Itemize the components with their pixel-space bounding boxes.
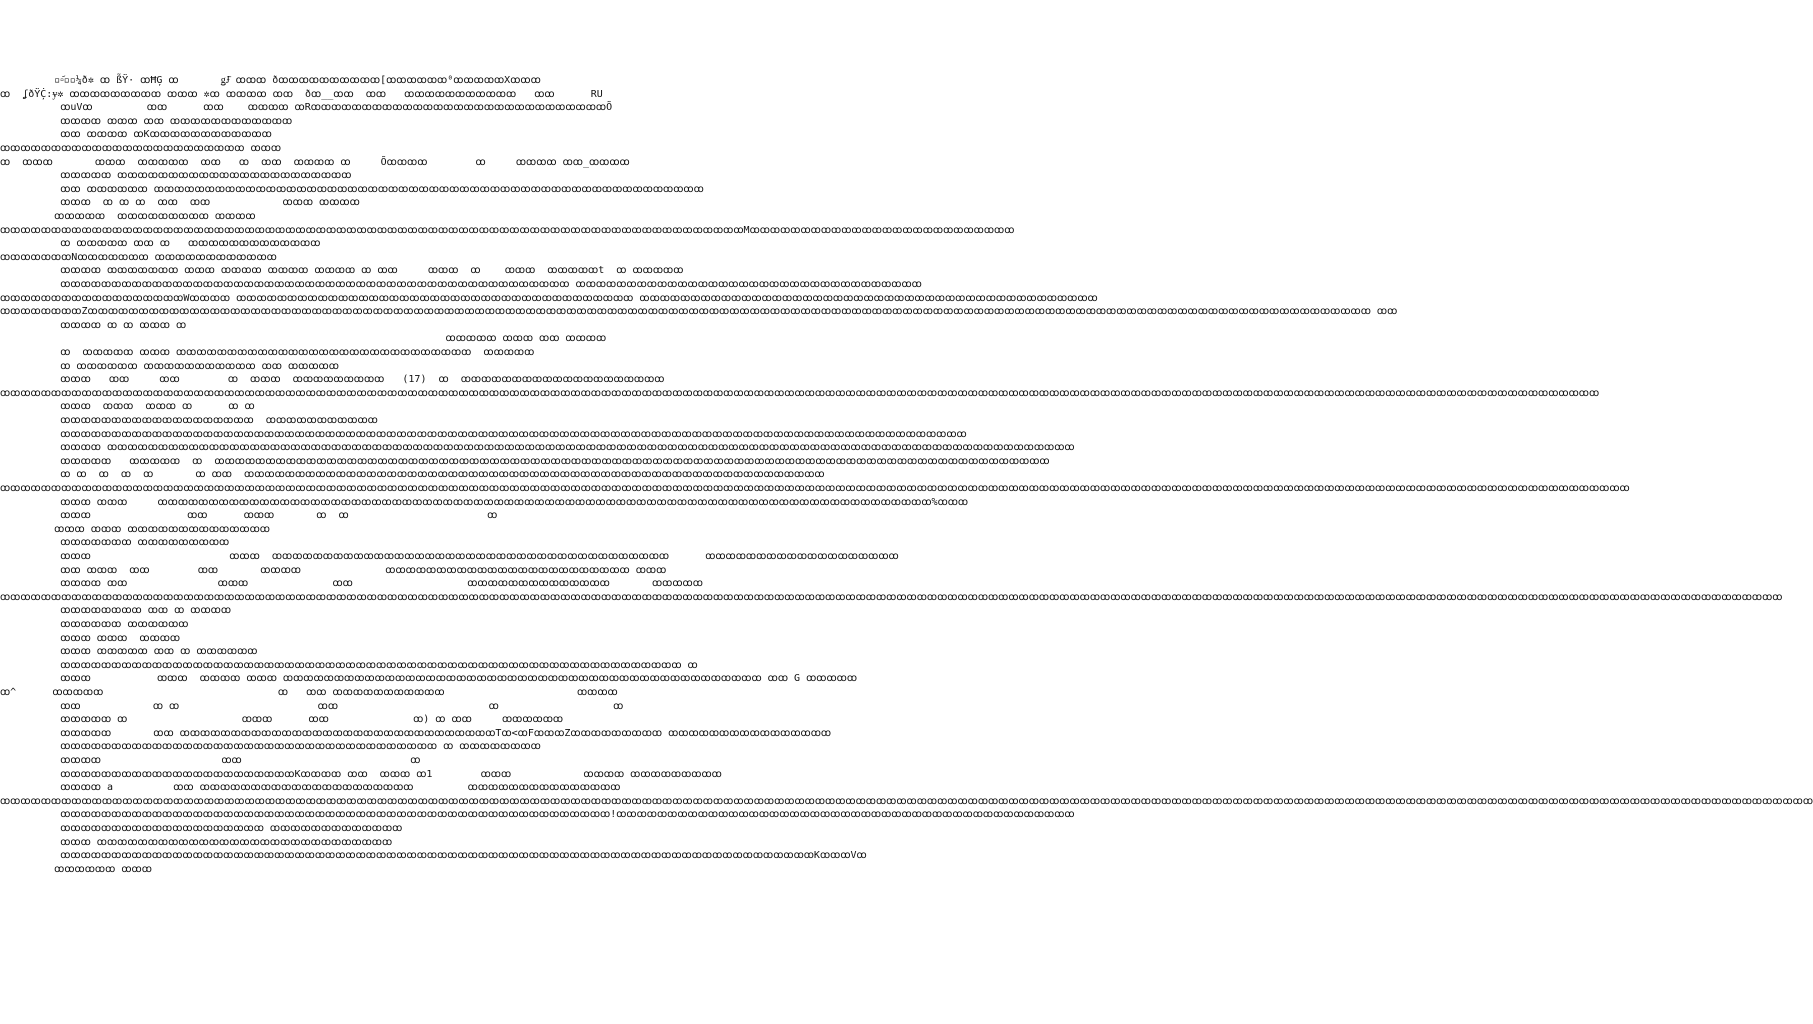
text-line: ꝏꝏꝏꝏꝏ ꝏꝏꝏꝏꝏꝏꝏꝏꝏꝏꝏꝏꝏꝏꝏꝏꝏꝏꝏꝏꝏꝏꝏ [0,170,352,181]
text-line: ꝏꝏꝏ ꝏꝏꝏ ꝏꝏꝏꝏ [0,633,181,644]
text-line: ꝏꝏꝏꝏꝏꝏꝏꝏꝏꝏꝏꝏꝏꝏꝏꝏꝏꝏꝏꝏꝏꝏꝏꝏꝏꝏꝏꝏꝏꝏꝏꝏꝏꝏꝏꝏꝏꝏꝏꝏꝏꝏꝏꝏꝏꝏꝏꝏꝏꝏꝏꝏꝏꝏꝏꝏꝏꝏꝏꝏꝏꝏꝏꝏꝏꝏꝏꝏꝏꝏꝏꝏꝏꝏKꝏꝏꝏVꝏ [0,850,867,861]
text-line: ꝏꝏꝏ ꝏꝏꝏ ꝏꝏꝏꝏꝏꝏꝏꝏꝏꝏꝏꝏꝏꝏꝏꝏꝏꝏꝏꝏꝏꝏꝏꝏꝏꝏꝏꝏꝏꝏꝏꝏꝏꝏꝏꝏꝏꝏꝏ ꝏꝏꝏꝏꝏꝏꝏꝏꝏꝏꝏꝏꝏꝏꝏꝏꝏꝏꝏ [0,551,899,562]
text-line: ꝏꝏꝏꝏꝏꝏꝏꝏZꝏꝏꝏꝏꝏꝏꝏꝏꝏꝏꝏꝏꝏꝏꝏꝏꝏꝏꝏꝏꝏꝏꝏꝏꝏꝏꝏꝏꝏꝏꝏꝏꝏꝏꝏꝏꝏꝏꝏꝏꝏꝏꝏꝏꝏꝏꝏꝏꝏꝏꝏꝏꝏꝏꝏꝏꝏꝏꝏꝏꝏꝏꝏꝏꝏꝏꝏꝏꝏꝏꝏꝏꝏꝏꝏꝏꝏꝏꝏꝏꝏꝏꝏꝏꝏꝏꝏꝏꝏꝏꝏꝏꝏꝏꝏꝏꝏꝏꝏꝏꝏꝏꝏꝏꝏꝏꝏꝏꝏꝏꝏꝏꝏꝏꝏꝏꝏꝏꝏꝏꝏꝏꝏꝏꝏꝏ ꝏꝏ [0,306,1398,317]
text-line: ꝏ ꝏꝏꝏꝏꝏ ꝏꝏꝏ ꝏꝏꝏꝏꝏꝏꝏꝏꝏꝏꝏꝏꝏꝏꝏꝏꝏꝏꝏꝏꝏꝏꝏꝏꝏꝏꝏꝏꝏ ꝏꝏꝏꝏꝏ [0,347,535,358]
text-line: ꝏꝏꝏꝏꝏꝏꝏꝏꝏꝏꝏꝏꝏꝏꝏꝏꝏꝏꝏꝏꝏꝏꝏꝏꝏꝏꝏꝏꝏꝏꝏꝏꝏꝏꝏꝏꝏꝏꝏꝏꝏꝏꝏꝏꝏꝏꝏꝏꝏꝏꝏꝏꝏꝏꝏꝏꝏꝏꝏꝏꝏꝏꝏꝏꝏꝏꝏꝏꝏꝏꝏꝏꝏꝏꝏꝏꝏꝏꝏꝏꝏꝏꝏꝏꝏꝏꝏꝏꝏꝏꝏꝏꝏꝏꝏꝏꝏꝏꝏꝏꝏꝏꝏꝏꝏꝏꝏꝏꝏꝏꝏꝏꝏꝏꝏꝏꝏꝏꝏꝏꝏꝏꝏꝏꝏꝏꝏꝏꝏꝏꝏꝏꝏꝏꝏꝏꝏꝏꝏꝏꝏꝏꝏꝏꝏꝏꝏꝏꝏꝏꝏꝏꝏꝏꝏꝏꝏ [0,388,1600,399]
text-line: ꝏꝏꝏꝏꝏꝏꝏꝏꝏꝏꝏꝏꝏꝏꝏꝏꝏꝏꝏꝏꝏꝏꝏꝏꝏꝏꝏꝏꝏꝏꝏꝏꝏꝏꝏꝏꝏꝏꝏꝏꝏꝏꝏꝏꝏꝏꝏꝏꝏꝏꝏꝏꝏꝏꝏꝏꝏꝏꝏꝏꝏ ꝏ [0,660,698,671]
text-line: ▫▫᷄▫▫¼ð✲ ꝏ ß̃Ÿ· ꝏĦĢ ꝏ ǥɈ̄ ꝏꝏꝏ ðꝏꝏꝏꝏꝏꝏꝏꝏꝏꝏ[ꝏꝏꝏꝏꝏꝏ⁰ꝏꝏꝏꝏꝏXꝏꝏꝏ [0,75,541,86]
text-line: ꝏꝏꝏ ꝏ ꝏ ꝏ ꝏꝏ ꝏꝏ ꝏꝏꝏ ꝏꝏꝏꝏ [0,197,360,208]
text-line: ꝏꝏ ꝏꝏꝏ ꝏꝏ ꝏꝏ ꝏꝏꝏꝏ ꝏꝏꝏꝏꝏꝏꝏꝏꝏꝏꝏꝏꝏꝏꝏꝏꝏꝏꝏꝏꝏꝏꝏꝏ ꝏꝏꝏ [0,565,667,576]
text-line: ꝏꝏꝏꝏꝏ ꝏꝏ ꝏꝏꝏꝏꝏꝏꝏꝏꝏꝏꝏꝏꝏꝏꝏꝏꝏꝏꝏꝏꝏꝏꝏꝏꝏꝏꝏꝏꝏꝏꝏTꝏ<ꝏFꝏꝏꝏZꝏꝏꝏꝏꝏꝏꝏꝏꝏ ꝏꝏꝏꝏꝏꝏꝏꝏꝏꝏꝏꝏꝏꝏꝏꝏ [0,728,832,739]
text-line: ꝏ ꝏ ꝏ ꝏ ꝏ ꝏ ꝏꝏ ꝏꝏꝏꝏꝏꝏꝏꝏꝏꝏꝏꝏꝏꝏꝏꝏꝏꝏꝏꝏꝏꝏꝏꝏꝏꝏꝏꝏꝏꝏꝏꝏꝏꝏꝏꝏꝏꝏꝏꝏꝏꝏꝏꝏꝏꝏꝏꝏꝏꝏꝏꝏꝏꝏꝏꝏꝏ [0,469,825,480]
text-line: ꝏꝏꝏꝏꝏꝏꝏꝏ ꝏꝏ ꝏ ꝏꝏꝏꝏ [0,605,232,616]
text-line: ꝏꝏ ꝏ ꝏ ꝏꝏ ꝏ ꝏ [0,701,624,712]
text-line: ꝏꝏꝏꝏꝏꝏ ꝏꝏꝏꝏꝏꝏ [0,619,189,630]
text-line: ꝏꝏꝏꝏꝏꝏ ꝏꝏꝏ [0,864,152,875]
text-line: ꝏꝏꝏꝏꝏꝏꝏꝏꝏꝏꝏꝏꝏꝏꝏꝏꝏꝏꝏꝏꝏꝏꝏꝏꝏꝏꝏꝏꝏꝏꝏꝏꝏꝏꝏꝏꝏꝏꝏꝏꝏꝏꝏꝏꝏꝏꝏꝏꝏꝏꝏꝏꝏꝏꝏꝏꝏꝏꝏꝏꝏꝏꝏꝏꝏꝏꝏꝏꝏꝏꝏꝏꝏMꝏꝏꝏꝏꝏꝏꝏꝏꝏꝏꝏꝏꝏꝏꝏꝏꝏꝏꝏꝏꝏꝏꝏꝏꝏꝏ [0,225,1015,236]
text-line: ꝏꝏꝏꝏꝏꝏꝏꝏꝏꝏꝏꝏꝏꝏꝏꝏꝏꝏꝏꝏꝏꝏꝏꝏꝏꝏꝏꝏꝏꝏꝏꝏꝏꝏꝏꝏꝏꝏꝏꝏꝏꝏꝏꝏꝏꝏꝏꝏꝏꝏꝏꝏꝏꝏꝏꝏꝏꝏꝏꝏꝏꝏꝏꝏꝏꝏꝏꝏꝏꝏꝏꝏꝏꝏꝏꝏꝏꝏꝏꝏꝏꝏꝏꝏꝏꝏꝏꝏꝏ [0,429,967,440]
text-line: ꝏꝏꝏꝏꝏꝏꝏꝏꝏꝏꝏꝏꝏꝏꝏꝏꝏꝏꝏꝏꝏꝏꝏꝏꝏꝏꝏꝏꝏꝏꝏꝏꝏꝏꝏꝏꝏꝏꝏꝏꝏꝏꝏꝏꝏꝏꝏꝏꝏꝏ ꝏꝏꝏꝏꝏꝏꝏꝏꝏꝏꝏꝏꝏꝏꝏꝏꝏꝏꝏꝏꝏꝏꝏꝏꝏꝏꝏꝏꝏꝏꝏꝏꝏꝏ [0,279,922,290]
text-line: ꝏꝏꝏꝏꝏꝏꝏꝏꝏꝏꝏꝏꝏꝏꝏꝏꝏꝏꝏꝏꝏꝏꝏꝏꝏꝏꝏꝏꝏꝏꝏꝏꝏꝏꝏꝏꝏꝏꝏꝏꝏꝏꝏꝏꝏꝏꝏꝏꝏꝏꝏꝏꝏꝏꝏꝏꝏꝏꝏꝏꝏꝏꝏꝏꝏꝏꝏꝏꝏꝏꝏꝏꝏꝏꝏꝏꝏꝏꝏꝏꝏꝏꝏꝏꝏꝏꝏꝏꝏꝏꝏꝏꝏꝏꝏꝏꝏꝏꝏꝏꝏꝏꝏꝏꝏꝏꝏꝏꝏꝏꝏꝏꝏꝏꝏꝏꝏꝏꝏꝏꝏꝏꝏꝏꝏꝏꝏꝏꝏꝏꝏꝏꝏꝏꝏꝏꝏꝏꝏꝏꝏꝏꝏꝏꝏꝏꝏꝏꝏꝏꝏꝏꝏꝏꝏꝏꝏꝏꝏꝏꝏꝏꝏꝏꝏꝏꝏꝏꝏꝏꝏꝏꝏꝏꝏ [0,592,1783,603]
text-line: ꝏꝏꝏꝏꝏꝏꝏꝏꝏꝏꝏꝏꝏꝏꝏꝏꝏꝏꝏꝏꝏꝏꝏꝏꝏꝏꝏꝏꝏꝏꝏꝏꝏꝏꝏꝏꝏꝏꝏꝏꝏꝏꝏꝏꝏꝏꝏꝏꝏꝏꝏꝏꝏꝏꝏꝏꝏꝏꝏꝏꝏꝏꝏꝏꝏꝏꝏꝏꝏꝏꝏꝏꝏꝏꝏꝏꝏꝏꝏꝏꝏꝏꝏꝏꝏꝏꝏꝏꝏꝏꝏꝏꝏꝏꝏꝏꝏꝏꝏꝏꝏꝏꝏꝏꝏꝏꝏꝏꝏꝏꝏꝏꝏꝏꝏꝏꝏꝏꝏꝏꝏꝏꝏꝏꝏꝏꝏꝏꝏꝏꝏꝏꝏꝏꝏꝏꝏꝏꝏꝏꝏꝏꝏꝏꝏꝏꝏꝏꝏꝏꝏꝏꝏꝏꝏꝏꝏꝏꝏꝏꝏꝏꝏꝏꝏꝏꝏꝏꝏꝏꝏꝏꝏꝏꝏꝏꝏꝏ [0,796,1813,807]
text-line: ꝏꝏꝏ ꝏꝏ ꝏꝏ ꝏ ꝏꝏꝏ ꝏꝏꝏꝏꝏꝏꝏꝏꝏ (17) ꝏ ꝏꝏꝏꝏꝏꝏꝏꝏꝏꝏꝏꝏꝏꝏꝏꝏꝏꝏꝏꝏ [0,374,665,385]
text-line: ꝏꝏꝏ ꝏꝏ ꝏꝏꝏ ꝏ ꝏ ꝏ [0,510,498,521]
text-line: ꝏꝏꝏꝏ ꝏꝏ ꝏ [0,755,421,766]
text-line: ꝏꝏꝏꝏꝏꝏꝏꝏꝏꝏꝏꝏꝏꝏꝏꝏꝏꝏꝏꝏꝏꝏꝏꝏ ꝏꝏꝏ [0,143,282,154]
text-line: ꝏꝏ ꝏꝏꝏꝏꝏꝏ ꝏꝏꝏꝏꝏꝏꝏꝏꝏꝏꝏꝏꝏꝏꝏꝏꝏꝏꝏꝏꝏꝏꝏꝏꝏꝏꝏꝏꝏꝏꝏꝏꝏꝏꝏꝏꝏꝏꝏꝏꝏꝏꝏꝏꝏꝏꝏꝏꝏꝏꝏꝏꝏꝏ [0,184,704,195]
text-line: ꝏꝏꝏꝏꝏꝏꝏꝏꝏꝏꝏꝏꝏꝏꝏꝏꝏꝏꝏꝏꝏꝏꝏꝏꝏꝏꝏꝏꝏꝏꝏꝏꝏꝏꝏꝏꝏꝏꝏꝏꝏꝏꝏꝏꝏꝏꝏꝏꝏꝏꝏꝏꝏꝏ!ꝏꝏꝏꝏꝏꝏꝏꝏꝏꝏꝏꝏꝏꝏꝏꝏꝏꝏꝏꝏꝏꝏꝏꝏꝏꝏꝏꝏꝏꝏꝏꝏꝏꝏꝏꝏꝏꝏꝏꝏꝏꝏꝏꝏꝏ [0,809,1075,820]
text-line: ꝏꝏꝏ ꝏꝏꝏ ꝏꝏꝏꝏꝏꝏꝏꝏꝏꝏꝏꝏꝏꝏꝏꝏꝏꝏꝏꝏꝏꝏꝏꝏꝏꝏꝏꝏꝏꝏꝏꝏꝏꝏꝏꝏꝏꝏꝏꝏꝏꝏꝏꝏꝏꝏꝏꝏꝏꝏꝏꝏꝏꝏꝏꝏꝏꝏꝏꝏꝏꝏꝏꝏꝏꝏꝏꝏꝏꝏꝏꝏꝏꝏꝏꝏ%ꝏꝏꝏ [0,497,969,508]
text-line: ꝏꝏꝏ ꝏꝏꝏꝏꝏꝏꝏꝏꝏꝏꝏꝏꝏꝏꝏꝏꝏꝏꝏꝏꝏꝏꝏꝏꝏꝏꝏꝏꝏ [0,837,393,848]
text-line: ꝏꝏ ꝏꝏꝏꝏ ꝏKꝏꝏꝏꝏꝏꝏꝏꝏꝏꝏꝏꝏ [0,129,272,140]
text-line: ꝏꝏꝏꝏꝏꝏꝏNꝏꝏꝏꝏꝏꝏꝏ ꝏꝏꝏꝏꝏꝏꝏꝏꝏꝏꝏꝏ [0,252,277,263]
text-line: ꝏꝏꝏꝏꝏꝏꝏꝏꝏꝏꝏꝏꝏꝏꝏꝏꝏꝏWꝏꝏꝏꝏ ꝏꝏꝏꝏꝏꝏꝏꝏꝏꝏꝏꝏꝏꝏꝏꝏꝏꝏꝏꝏꝏꝏꝏꝏꝏꝏꝏꝏꝏꝏꝏꝏꝏꝏꝏꝏꝏꝏꝏ ꝏꝏꝏꝏꝏꝏꝏꝏꝏꝏꝏꝏꝏꝏꝏꝏꝏꝏꝏꝏꝏꝏꝏꝏꝏꝏꝏꝏꝏꝏꝏꝏꝏꝏꝏꝏꝏꝏꝏꝏꝏꝏꝏꝏꝏ [0,293,1098,304]
text-line: ꝏuVꝏ ꝏꝏ ꝏꝏ ꝏꝏꝏꝏ ꝏRꝏꝏꝏꝏꝏꝏꝏꝏꝏꝏꝏꝏꝏꝏꝏꝏꝏꝏꝏꝏꝏꝏꝏꝏꝏꝏꝏꝏꝏÕ [0,102,613,113]
text-line: ꝏꝏꝏꝏ ꝏꝏꝏꝏꝏꝏꝏ ꝏꝏꝏ ꝏꝏꝏꝏ ꝏꝏꝏꝏ ꝏꝏꝏꝏ ꝏ ꝏꝏ ꝏꝏꝏ ꝏ ꝏꝏꝏ ꝏꝏꝏꝏꝏt ꝏ ꝏꝏꝏꝏꝏ [0,265,684,276]
text-line: ꝏ ꝏꝏꝏ ꝏꝏꝏ ꝏꝏꝏꝏꝏ ꝏꝏ ꝏ ꝏꝏ ꝏꝏꝏꝏ ꝏ Õꝏꝏꝏꝏ ꝏ ꝏꝏꝏꝏ ꝏꝏ_ꝏꝏꝏꝏ [0,157,630,168]
text-line: ꝏ ꝏꝏꝏꝏꝏꝏ ꝏꝏꝏꝏꝏꝏꝏꝏꝏꝏꝏ ꝏꝏ ꝏꝏꝏꝏꝏ [0,361,339,372]
text-line: ꝏꝏꝏꝏ ꝏꝏ ꝏꝏꝏ ꝏꝏ ꝏꝏꝏꝏꝏꝏꝏꝏꝏꝏꝏꝏꝏꝏ ꝏꝏꝏꝏꝏ [0,578,703,589]
text-line: ꝏꝏꝏꝏꝏꝏꝏꝏꝏꝏꝏꝏꝏꝏꝏꝏꝏꝏꝏꝏꝏꝏꝏꝏꝏꝏꝏꝏꝏꝏꝏꝏꝏꝏꝏꝏꝏꝏꝏꝏꝏꝏꝏꝏꝏꝏꝏꝏꝏꝏꝏꝏꝏꝏꝏꝏꝏꝏꝏꝏꝏꝏꝏꝏꝏꝏꝏꝏꝏꝏꝏꝏꝏꝏꝏꝏꝏꝏꝏꝏꝏꝏꝏꝏꝏꝏꝏꝏꝏꝏꝏꝏꝏꝏꝏꝏꝏꝏꝏꝏꝏꝏꝏꝏꝏꝏꝏꝏꝏꝏꝏꝏꝏꝏꝏꝏꝏꝏꝏꝏꝏꝏꝏꝏꝏꝏꝏꝏꝏꝏꝏꝏꝏꝏꝏꝏꝏꝏꝏꝏꝏꝏꝏꝏꝏꝏꝏꝏꝏꝏꝏꝏꝏꝏꝏꝏꝏꝏꝏꝏ [0,483,1630,494]
text-line: ꝏꝏꝏꝏꝏꝏꝏꝏꝏꝏꝏꝏꝏꝏꝏꝏꝏꝏꝏꝏꝏꝏꝏKꝏꝏꝏꝏ ꝏꝏ ꝏꝏꝏ ꝏ1 ꝏꝏꝏ ꝏꝏꝏꝏ ꝏꝏꝏꝏꝏꝏꝏꝏꝏ [0,769,722,780]
text-line: ꝏꝏꝏ ꝏꝏꝏ ꝏꝏꝏ ꝏ ꝏ ꝏ [0,401,255,412]
text-line: ꝏ ʆðŸĊ̦:ɏ✲ ꝏꝏꝏꝏꝏꝏꝏꝏꝏ ꝏꝏꝏ ✲ꝏ ꝏꝏꝏꝏ ꝏꝏ ðꝏ__ꝏꝏ ꝏꝏ ꝏꝏꝏꝏꝏꝏꝏꝏꝏꝏꝏ ꝏꝏ RU [0,89,603,100]
text-line: ꝏꝏꝏꝏꝏꝏꝏꝏꝏꝏꝏꝏꝏꝏꝏꝏꝏꝏꝏꝏꝏꝏꝏꝏꝏꝏꝏꝏꝏꝏꝏꝏꝏꝏꝏꝏꝏ ꝏ ꝏꝏꝏꝏꝏꝏꝏꝏ [0,741,541,752]
text-line: ꝏꝏꝏꝏ ꝏꝏꝏ ꝏꝏ ꝏꝏꝏꝏꝏꝏꝏꝏꝏꝏꝏꝏ [0,116,293,127]
text-line: ꝏꝏꝏ ꝏꝏꝏ ꝏꝏꝏꝏ ꝏꝏꝏ ꝏꝏꝏꝏꝏꝏꝏꝏꝏꝏꝏꝏꝏꝏꝏꝏꝏꝏꝏꝏꝏꝏꝏꝏꝏꝏꝏꝏꝏꝏꝏꝏꝏꝏꝏꝏꝏꝏꝏꝏꝏꝏꝏꝏꝏꝏꝏ ꝏꝏ G ꝏꝏꝏꝏꝏ [0,673,858,684]
text-line: ꝏꝏꝏꝏ a ꝏꝏ ꝏꝏꝏꝏꝏꝏꝏꝏꝏꝏꝏꝏꝏꝏꝏꝏꝏꝏꝏꝏꝏ ꝏꝏꝏꝏꝏꝏꝏꝏꝏꝏꝏꝏꝏꝏꝏ [0,782,621,793]
text-line: ꝏ ꝏꝏꝏꝏꝏ ꝏꝏ ꝏ ꝏꝏꝏꝏꝏꝏꝏꝏꝏꝏꝏꝏꝏ [0,238,321,249]
text-line: ꝏꝏꝏꝏꝏ ꝏꝏꝏꝏꝏꝏꝏꝏꝏ ꝏꝏꝏꝏ [0,211,256,222]
text-line: ꝏꝏꝏꝏ ꝏ ꝏ ꝏꝏꝏ ꝏ [0,320,187,331]
text-line: ꝏꝏꝏꝏꝏꝏꝏ ꝏꝏꝏꝏꝏꝏꝏꝏꝏ [0,537,230,548]
text-line: ꝏꝏꝏꝏꝏꝏꝏꝏꝏꝏꝏꝏꝏꝏꝏꝏꝏꝏꝏꝏ ꝏꝏꝏꝏꝏꝏꝏꝏꝏꝏꝏꝏꝏ [0,823,403,834]
text-line: ꝏꝏꝏꝏꝏ ꝏ ꝏꝏꝏ ꝏꝏ ꝏ) ꝏ ꝏꝏ ꝏꝏꝏꝏꝏꝏ [0,714,564,725]
text-line: ꝏꝏꝏꝏ ꝏꝏꝏꝏꝏꝏꝏꝏꝏꝏꝏꝏꝏꝏꝏꝏꝏꝏꝏꝏꝏꝏꝏꝏꝏꝏꝏꝏꝏꝏꝏꝏꝏꝏꝏꝏꝏꝏꝏꝏꝏꝏꝏꝏꝏꝏꝏꝏꝏꝏꝏꝏꝏꝏꝏꝏꝏꝏꝏꝏꝏꝏꝏꝏꝏꝏꝏꝏꝏꝏꝏꝏꝏꝏꝏꝏꝏꝏꝏꝏꝏꝏꝏꝏꝏꝏꝏꝏꝏꝏꝏꝏꝏꝏꝏ [0,442,1075,453]
text-line: ꝏ^ ꝏꝏꝏꝏꝏ ꝏ ꝏꝏ ꝏꝏꝏꝏꝏꝏꝏꝏꝏꝏꝏ ꝏꝏꝏꝏ [0,687,618,698]
text-line: ꝏꝏꝏꝏꝏꝏꝏꝏꝏꝏꝏꝏꝏꝏꝏꝏꝏꝏꝏ ꝏꝏꝏꝏꝏꝏꝏꝏꝏꝏꝏ [0,415,378,426]
text-line: ꝏꝏꝏ ꝏꝏꝏꝏꝏ ꝏꝏ ꝏ ꝏꝏꝏꝏꝏꝏ [0,646,258,657]
text-line: ꝏꝏꝏꝏꝏ ꝏꝏꝏꝏꝏ ꝏ ꝏꝏꝏꝏꝏꝏꝏꝏꝏꝏꝏꝏꝏꝏꝏꝏꝏꝏꝏꝏꝏꝏꝏꝏꝏꝏꝏꝏꝏꝏꝏꝏꝏꝏꝏꝏꝏꝏꝏꝏꝏꝏꝏꝏꝏꝏꝏꝏꝏꝏꝏꝏꝏꝏꝏꝏꝏꝏꝏꝏꝏꝏꝏꝏꝏꝏꝏꝏꝏꝏꝏꝏꝏꝏꝏꝏꝏꝏꝏꝏꝏꝏ [0,456,1050,467]
text-line: ꝏꝏꝏꝏꝏ ꝏꝏꝏ ꝏꝏ ꝏꝏꝏꝏ [0,333,607,344]
text-line: ꝏꝏꝏ ꝏꝏꝏ ꝏꝏꝏꝏꝏꝏꝏꝏꝏꝏꝏꝏꝏꝏ [0,524,270,535]
